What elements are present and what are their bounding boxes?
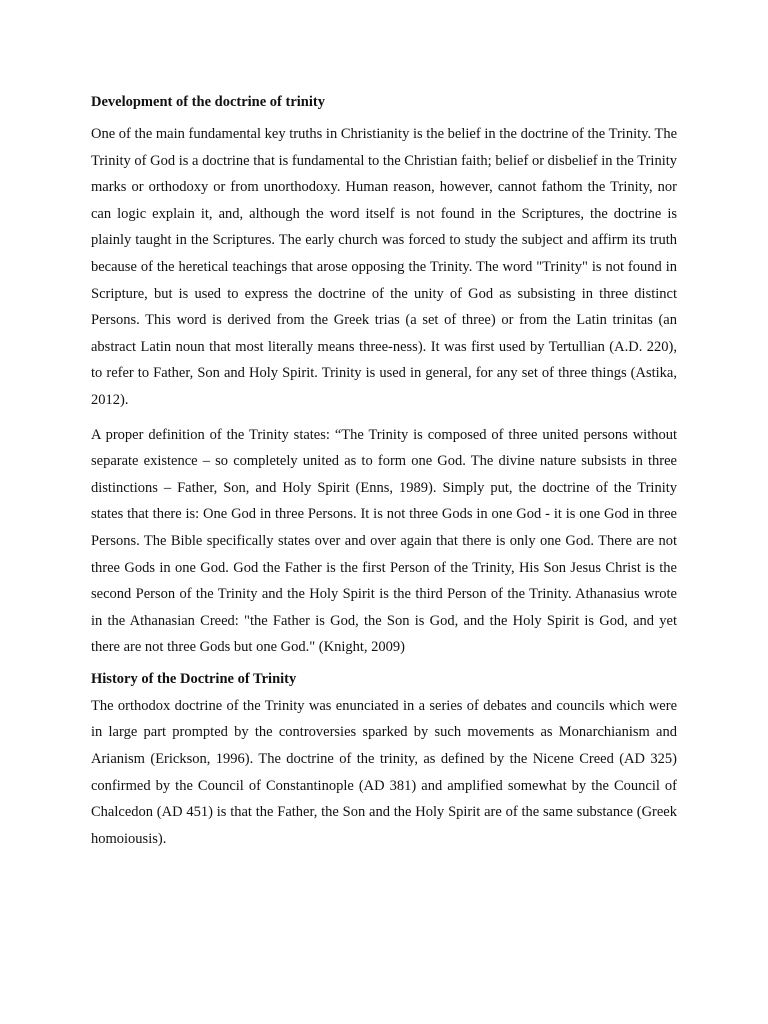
paragraph-trinity-definition: A proper definition of the Trinity states: “The Trinity is composed of three united persons without separate existence – so completely united as to form one God. The divine nature subsists in three distinctions – Father, Son, and Holy Spirit (Enns, 1989). Simply put, the doctrine of the Trinity states that there is: One God in three Persons. It is not three Gods in one God - it is one God in three Persons. The Bible specifically states over and over again that there is only one God. There are not three Gods in one God. God the Father is the first Person of the Trinity, His Son Jesus Christ is the second Person of the Trinity and the Holy Spirit is the third Person of the Trinity. Athanasius wrote in the Athanasian Creed: "the Father is God, the Son is God, and the Holy Spirit is God, and yet there are not three Gods but one God." (Knight, 2009) xyxy=(91,426,677,656)
paragraph-trinity-intro: One of the main fundamental key truths in Christianity is the belief in the doctrine of the Trinity. The Trinity of God is a doctrine that is fundamental to the Christian faith; belief or disbelief in the Trinity marks or orthodoxy or from unorthodoxy. Human reason, however, cannot fathom the Trinity, nor can logic explain it, and, although the word itself is not found in the Scriptures, the doctrine is plainly taught in the Scriptures. The early church was forced to study the subject and affirm its truth because of the heretical teachings that arose opposing the Trinity. The word "Trinity" is not found in Scripture, but is used to express the doctrine of the unity of God as subsisting in three distinct Persons. This word is derived from the Greek trias (a set of three) or from the Latin trinitas (an abstract Latin noun that most literally means three-ness). It was first used by Tertullian (A.D. 220), to refer to Father, Son and Holy Spirit. Trinity is used in general, for any set of three things (Astika, 2012). xyxy=(91,126,677,408)
paragraph-trinity-history: The orthodox doctrine of the Trinity was enunciated in a series of debates and councils which were in large part prompted by the controversies sparked by such movements as Monarchianism and Arianism (Erickson, 1996). The doctrine of the trinity, as defined by the Nicene Creed (AD 325) confirmed by the Council of Constantinople (AD 381) and amplified somewhat by the Council of Chalcedon (AD 451) is that the Father, the Son and the Holy Spirit are of the same substance (Greek homoiousis). xyxy=(91,697,677,847)
document-page xyxy=(91,92,677,860)
section-heading-history: History of the Doctrine of Trinity xyxy=(91,670,297,687)
section-heading-development: Development of the doctrine of trinity xyxy=(91,94,325,110)
